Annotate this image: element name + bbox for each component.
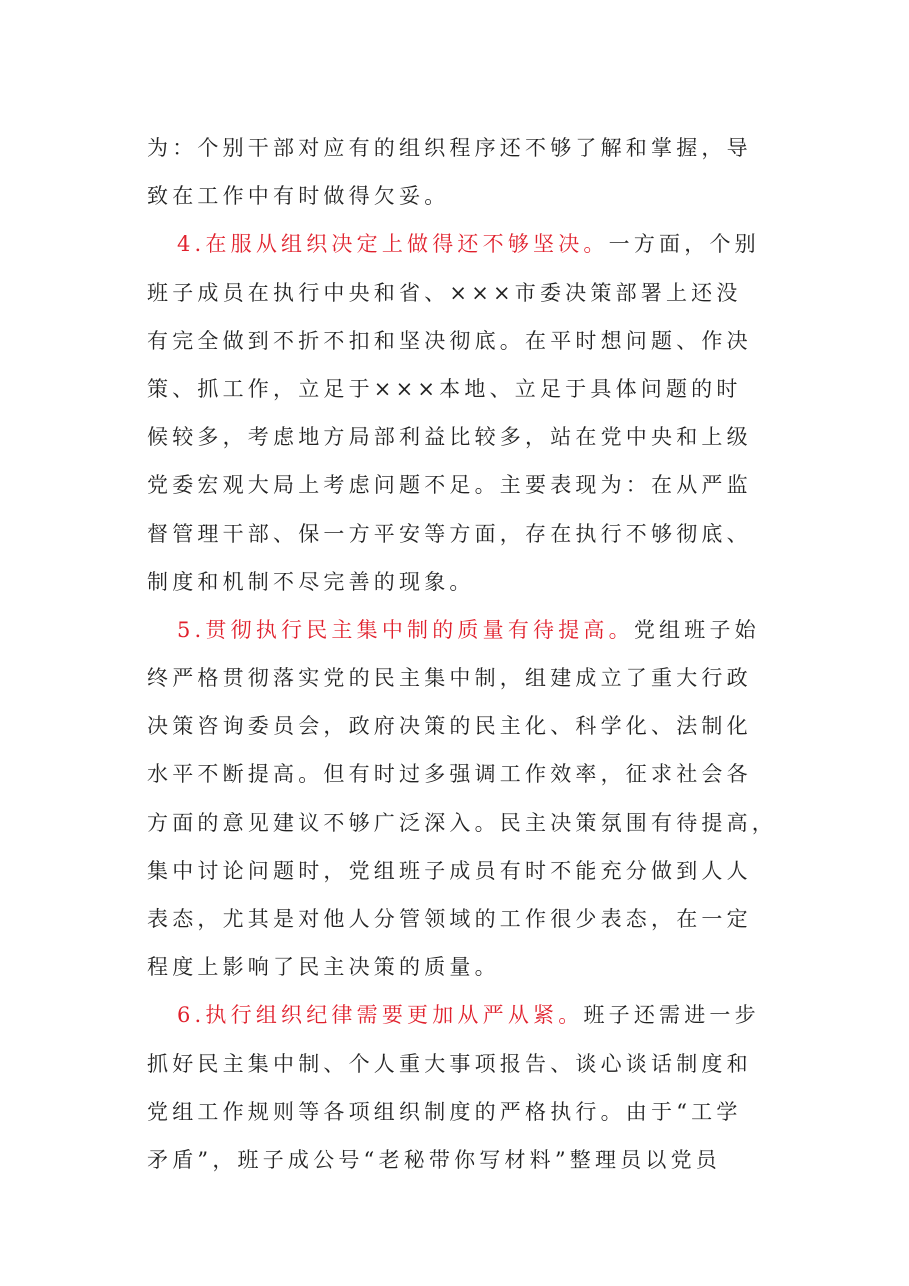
body-text-line: 表态，尤其是对他人分管领域的工作很少表态，在一定 [147, 907, 752, 931]
body-text-line: 党组工作规则等各项组织制度的严格执行。由于“工学 [147, 1099, 742, 1124]
body-text-line: 策、抓工作，立足于×××本地、立足于具体问题的时 [147, 376, 742, 401]
paragraph-first-line [147, 606, 767, 654]
body-text-line: 程度上影响了民主决策的质量。 [147, 955, 500, 980]
body-text-line: 决策咨询委员会，政府决策的民主化、科学化、法制化 [147, 714, 752, 739]
paragraph-first-line [147, 991, 767, 1039]
body-text-line: 矛盾”，班子成公号“老秘带你写材料”整理员以党员 [147, 1147, 722, 1172]
body-text-line: 终严格贯彻落实党的民主集中制，组建成立了重大行政 [147, 666, 752, 691]
body-text-line: 为：个别干部对应有的组织程序还不够了解和掌握，导 [147, 136, 752, 160]
body-text-line: 集中讨论问题时，党组班子成员有时不能充分做到人人 [147, 858, 752, 883]
section-heading: 6.执行组织纪律需要更加从严从紧。 [177, 1003, 584, 1028]
section-heading: 5.贯彻执行民主集中制的质量有待提高。 [177, 617, 634, 642]
body-text-line: 候较多，考虑地方局部利益比较多，站在党中央和上级 [147, 425, 752, 450]
paragraph-first-line [147, 220, 767, 268]
body-text-line: 有完全做到不折不扣和坚决彻底。在平时想问题、作决 [147, 328, 752, 353]
body-text-line: 党委宏观大局上考虑问题不足。主要表现为：在从严监 [147, 473, 752, 498]
body-text: 党组班子始 [633, 617, 760, 642]
body-text-line: 水平不断提高。但有时过多强调工作效率，征求社会各 [147, 762, 752, 787]
body-text-line: 制度和机制不尽完善的现象。 [147, 569, 475, 594]
section-heading: 4.在服从组织决定上做得还不够坚决。 [177, 232, 609, 257]
document-body [147, 124, 777, 1184]
body-text-line: 抓好民主集中制、个人重大事项报告、谈心谈话制度和 [147, 1051, 752, 1076]
body-text: 一方面，个别 [608, 232, 760, 257]
body-text-line: 班子成员在执行中央和省、×××市委决策部署上还没 [147, 280, 742, 305]
body-text-line: 督管理干部、保一方平安等方面，存在执行不够彻底、 [147, 521, 752, 546]
body-text-line: 致在工作中有时做得欠妥。 [147, 184, 450, 209]
body-text-line: 方面的意见建议不够广泛深入。民主决策氛围有待提高， [147, 810, 777, 835]
body-text: 班子还需进一步 [583, 1003, 760, 1028]
